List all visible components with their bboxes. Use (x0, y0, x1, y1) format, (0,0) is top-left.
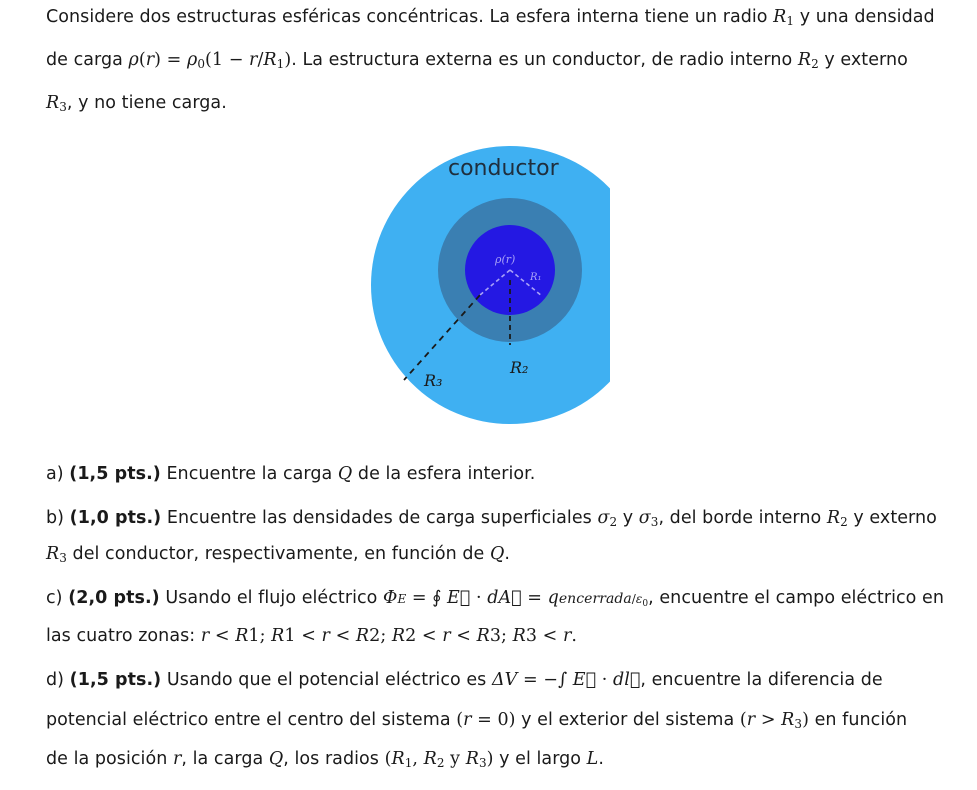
question-points: (1,0 pts.) (69, 508, 162, 528)
question-letter: a) (46, 464, 64, 484)
math-density-formula: $\rho(r) = \rho_0(1 - r/R_1)$ (128, 50, 292, 71)
conductor-label: conductor (448, 156, 559, 181)
question-text: , encuentre el campo eléctrico en (648, 588, 944, 608)
r2-label: R₂ (510, 358, 529, 377)
question-text: potencial eléctrico entre el centro del sistema (46, 710, 457, 730)
math-r3: $R_3$ (46, 544, 67, 565)
question-text: de la esfera interior. (352, 464, 536, 484)
math-q: Q (337, 464, 353, 484)
question-letter: b) (46, 508, 65, 528)
question-text: , del borde interno (658, 508, 827, 528)
question-text: Encuentre la carga (160, 464, 338, 484)
question-text: . (504, 544, 510, 564)
math-potential-formula: ΔV = −∫ E⃗ · dl⃗ (491, 670, 641, 690)
question-text: , encuentre la diferencia de (640, 670, 883, 690)
math-r3: $R_3$ (46, 93, 67, 114)
math-zones: r < R1; R1 < r < R2; R2 < r < R3; R3 < r. (200, 626, 578, 646)
question-text: de la posición (46, 749, 173, 769)
question-b-line-1 (46, 507, 937, 529)
question-c-line-2 (46, 625, 577, 647)
question-points: (2,0 pts.) (68, 588, 160, 608)
intro-line-2 (46, 49, 908, 71)
question-text: del conductor, respectivamente, en función de (66, 544, 490, 564)
math-r2: $R_2$ (826, 508, 848, 529)
question-text: y el largo (493, 749, 587, 769)
question-d-line-1 (46, 669, 883, 691)
intro-text: de carga (46, 50, 129, 70)
question-letter: c) (46, 588, 63, 608)
math-r: r (172, 749, 182, 769)
math-sigma3: $\sigma_3$ (638, 508, 659, 529)
intro-line-3 (46, 92, 227, 114)
math-radii: ($R_1$, $R_2$ y $R_3$) (384, 749, 494, 770)
question-a (46, 463, 535, 485)
question-text: Encuentre las densidades de carga superficiales (161, 508, 598, 528)
question-text: Usando que el potencial eléctrico es (161, 670, 492, 690)
question-text: las cuatro zonas: (46, 626, 201, 646)
question-text: y el exterior del sistema (515, 710, 740, 730)
question-text: , los radios (283, 749, 385, 769)
math-q: Q (489, 544, 505, 564)
math-sigma2: $\sigma_2$ (597, 508, 618, 529)
math-q: Q (268, 749, 284, 769)
question-letter: d) (46, 670, 65, 690)
question-text: Usando el flujo eléctrico (159, 588, 384, 608)
question-b-line-2 (46, 543, 510, 565)
intro-line-1 (46, 6, 935, 28)
intro-text: y externo (818, 50, 908, 70)
question-text: , la carga (181, 749, 269, 769)
intro-text: , y no tiene carga. (66, 93, 227, 113)
question-d-line-2 (46, 709, 907, 731)
question-d-line-3 (46, 748, 604, 770)
math-gauss-law: ΦE = ∮ E⃗ · dA⃗ = qencerrada/$\varepsilon_0$ (383, 588, 649, 609)
math-r2: $R_2$ (797, 50, 819, 71)
question-points: (1,5 pts.) (69, 670, 162, 690)
math-r1: $R_1$ (773, 7, 795, 28)
intro-text: y una densidad (794, 7, 935, 27)
rho-label: ρ(r) (495, 253, 516, 266)
question-text: y externo (847, 508, 937, 528)
math-l: L (586, 749, 599, 769)
r1-label: R₁ (530, 272, 542, 283)
question-text: . (598, 749, 604, 769)
question-text: en función (808, 710, 908, 730)
question-c-line-1 (46, 587, 944, 610)
intro-text: . La estructura externa es un conductor, de radio interno (291, 50, 798, 70)
r3-label: R₃ (424, 371, 443, 390)
math-r-gt-r3: $(r > R_3)$ (739, 710, 809, 731)
math-r-zero: (r = 0) (456, 710, 516, 730)
question-text: y (617, 508, 639, 528)
intro-text: Considere dos estructuras esféricas concéntricas. La esfera interna tiene un radio (46, 7, 774, 27)
concentric-spheres-diagram (350, 140, 610, 430)
question-points: (1,5 pts.) (69, 464, 161, 484)
